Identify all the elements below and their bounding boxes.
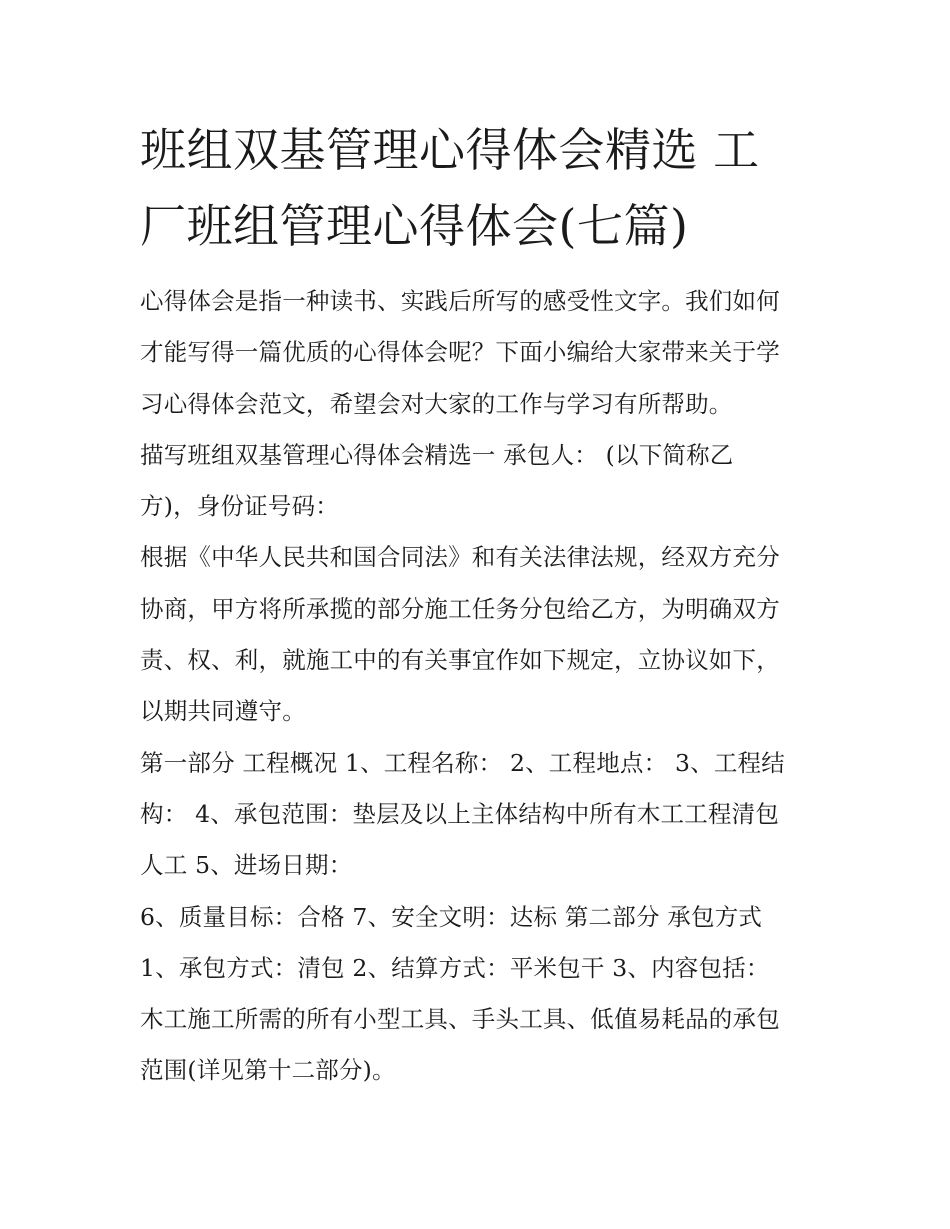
text-line: 木工施工所需的所有小型工具、手头工具、低值易耗品的承包 (140, 1005, 780, 1034)
text-line: 描写班组双基管理心得体会精选一 承包人： (以下简称乙 (140, 440, 734, 469)
text-line: 习心得体会范文，希望会对大家的工作与学习有所帮助。 (140, 389, 733, 418)
text-line: 第一部分 工程概况 1、工程名称： 2、工程地点： 3、工程结 (140, 748, 785, 777)
paragraph-intro (140, 284, 820, 421)
text-line: 才能写得一篇优质的心得体会呢？下面小编给大家带来关于学 (140, 338, 780, 367)
text-line: 责、权、利，就施工中的有关事宜作如下规定，立协议如下， (140, 646, 780, 675)
text-line: 范围(详见第十二部分)。 (140, 1056, 396, 1085)
paragraph-part-one (140, 746, 820, 883)
paragraph-quality (140, 900, 820, 934)
text-line: 根据《中华人民共和国合同法》和有关法律法规，经双方充分 (140, 543, 780, 572)
text-line: 方)，身份证号码： (140, 492, 339, 521)
title-line-1: 班组双基管理心得体会精选 工 (140, 123, 760, 177)
text-line: 协商，甲方将所承揽的部分施工任务分包给乙方，为明确双方 (140, 594, 780, 623)
text-line: 6、质量目标：合格 7、安全文明：达标 第二部分 承包方式 (140, 902, 763, 931)
paragraph-tools (140, 1002, 820, 1087)
text-line: 构： 4、承包范围：垫层及以上主体结构中所有木工工程清包 (140, 799, 780, 828)
text-line: 以期共同遵守。 (140, 697, 306, 726)
text-line: 1、承包方式：清包 2、结算方式：平米包干 3、内容包括： (140, 953, 770, 982)
paragraph-contractor (140, 438, 820, 523)
paragraph-legal-basis (140, 540, 820, 728)
document-title (140, 112, 820, 264)
title-line-2: 厂班组管理心得体会(七篇) (140, 199, 689, 253)
text-line: 心得体会是指一种读书、实践后所写的感受性文字。我们如何 (140, 287, 780, 315)
text-line: 人工 5、进场日期： (140, 851, 353, 880)
paragraph-contract-method (140, 951, 820, 985)
document-body (140, 284, 820, 1105)
